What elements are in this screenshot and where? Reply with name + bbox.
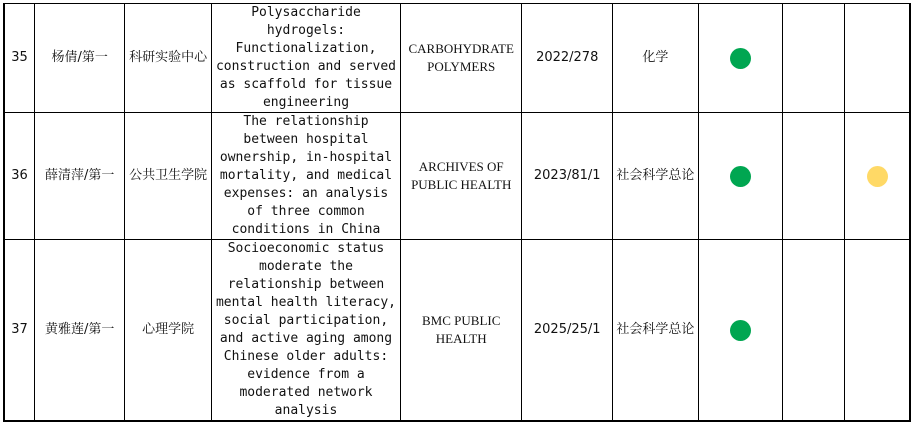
volume-cell: 2023/81/1 (522, 113, 613, 240)
indicator-cell-1 (698, 113, 782, 240)
journal-cell: CARBOHYDRATE POLYMERS (401, 4, 522, 113)
paper-title-cell: The relationship between hospital ownership, in-hospital mortality, and medical expenses: an analysis of three common conditions in China (211, 113, 400, 240)
volume-cell: 2025/25/1 (522, 240, 613, 422)
journal-cell: BMC PUBLIC HEALTH (401, 240, 522, 422)
paper-title-cell: Socioeconomic status moderate the relationship between mental health literacy, social participation, and active aging among Chinese older adults: evidence from a moderated network analysis (211, 240, 400, 422)
author-cell: 杨倩/第一 (34, 4, 125, 113)
row-number: 35 (4, 4, 34, 113)
indicator-cell-2 (782, 4, 844, 113)
subject-cell: 社会科学总论 (613, 113, 699, 240)
table-row (4, 113, 910, 240)
indicator-cell-2 (782, 113, 844, 240)
indicator-cell-3 (845, 240, 911, 422)
indicator-cell-1 (698, 240, 782, 422)
department-cell: 心理学院 (125, 240, 211, 422)
indicator-cell-1 (698, 4, 782, 113)
green-dot-icon (730, 166, 751, 187)
volume-cell: 2022/278 (522, 4, 613, 113)
yellow-dot-icon (867, 166, 888, 187)
table-row (4, 240, 910, 422)
journal-cell: ARCHIVES OF PUBLIC HEALTH (401, 113, 522, 240)
subject-cell: 社会科学总论 (613, 240, 699, 422)
author-cell: 黄雅莲/第一 (34, 240, 125, 422)
green-dot-icon (730, 48, 751, 69)
row-number: 36 (4, 113, 34, 240)
table-row (4, 4, 910, 113)
department-cell: 公共卫生学院 (125, 113, 211, 240)
indicator-cell-3 (845, 4, 911, 113)
department-cell: 科研实验中心 (125, 4, 211, 113)
subject-cell: 化学 (613, 4, 699, 113)
indicator-cell-2 (782, 240, 844, 422)
paper-title-cell: Polysaccharide hydrogels: Functionalization, construction and served as scaffold for tissue engineering (211, 4, 400, 113)
indicator-cell-3 (845, 113, 911, 240)
author-cell: 薛清萍/第一 (34, 113, 125, 240)
papers-table (3, 3, 911, 422)
green-dot-icon (730, 320, 751, 341)
row-number: 37 (4, 240, 34, 422)
